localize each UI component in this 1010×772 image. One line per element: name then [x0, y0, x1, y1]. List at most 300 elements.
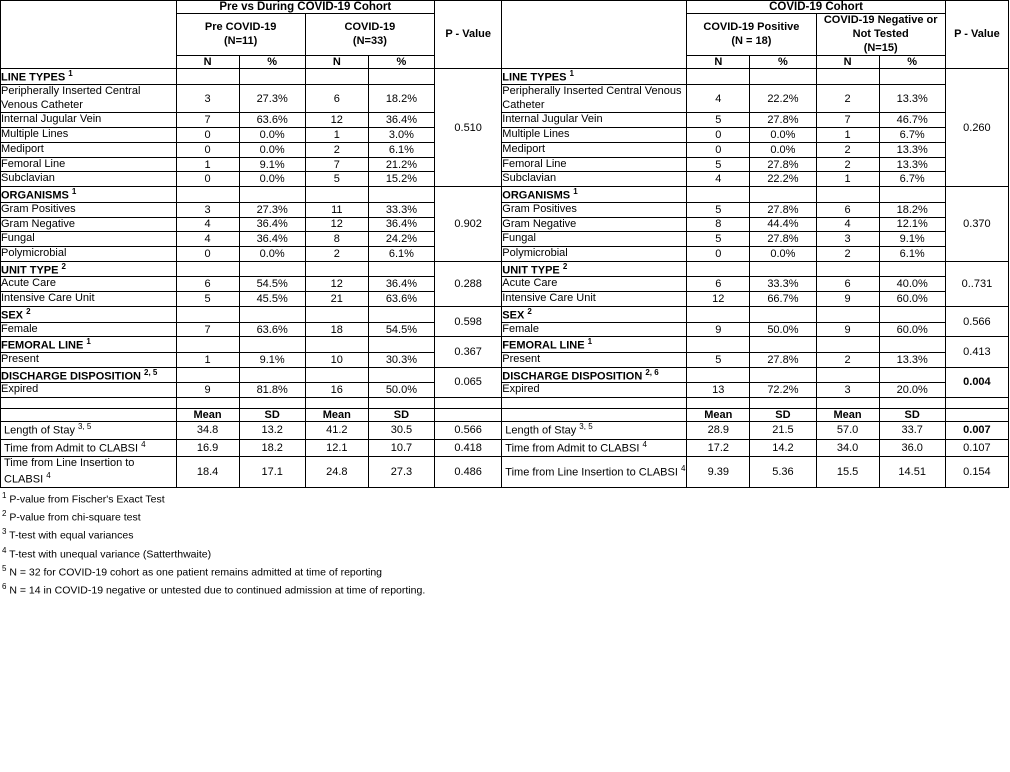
cell-covid-pct: 33.3% [368, 202, 434, 217]
section-title-spacer [687, 69, 750, 85]
cell-pre-n: 1 [176, 157, 239, 172]
pvalue-left-cell: 0.065 [435, 367, 502, 397]
row-label-left: Gram Negative [1, 217, 177, 232]
spacer-cell [502, 398, 687, 409]
col-header-mean-neg: Mean [816, 409, 879, 422]
continuous-header-blank-left [1, 409, 177, 422]
cell-neg-mean: 57.0 [816, 422, 879, 439]
cell-neg-n: 6 [816, 202, 879, 217]
cell-covid-sd: 10.7 [368, 439, 434, 456]
section-title-right: FEMORAL LINE $^1$ [502, 337, 687, 353]
section-title-spacer [176, 69, 239, 85]
row-label-left: Female [1, 322, 177, 337]
row-label-left: Acute Care [1, 277, 177, 292]
cell-pre-n: 3 [176, 202, 239, 217]
section-title-spacer [879, 187, 945, 203]
row-label-right: Intensive Care Unit [502, 292, 687, 307]
footnote: $^3$ T-test with equal variances [2, 527, 134, 542]
header-covid-negative [816, 14, 945, 56]
cell-neg-n: 2 [816, 142, 879, 157]
section-title-spacer [368, 306, 434, 322]
section-title-row [1, 261, 1009, 277]
cell-neg-n: 2 [816, 247, 879, 262]
cell-pre-mean: 34.8 [176, 422, 239, 439]
pvalue-right-cell: 0.370 [945, 187, 1008, 262]
table-row [1, 84, 1009, 113]
cell-covid-pct: 6.1% [368, 142, 434, 157]
header-covid-positive-line1: COVID-19 Positive [703, 20, 800, 33]
cell-pos-n: 0 [687, 128, 750, 143]
row-label-left: Gram Positives [1, 202, 177, 217]
cell-pre-pct: 63.6% [239, 113, 305, 128]
cell-neg-pct: 6.7% [879, 128, 945, 143]
header-group-left: Pre vs During COVID-19 Cohort [176, 1, 435, 14]
spacer-cell [687, 398, 750, 409]
cell-neg-pct: 40.0% [879, 277, 945, 292]
section-title-spacer [816, 337, 879, 353]
section-title-spacer [176, 187, 239, 203]
col-header-pct-pre: % [239, 56, 305, 69]
table-row [1, 247, 1009, 262]
cell-pre-pct: 36.4% [239, 217, 305, 232]
table-row [1, 157, 1009, 172]
cell-neg-pct: 12.1% [879, 217, 945, 232]
col-header-n-pos: N [687, 56, 750, 69]
cell-pos-pct: 0.0% [750, 247, 816, 262]
footnotes [0, 490, 1009, 599]
table-row [1, 277, 1009, 292]
cell-pre-n: 9 [176, 383, 239, 398]
cell-pre-n: 3 [176, 84, 239, 113]
cell-neg-n: 1 [816, 128, 879, 143]
section-title-spacer [239, 261, 305, 277]
cell-pre-pct: 54.5% [239, 277, 305, 292]
cell-pre-mean: 18.4 [176, 457, 239, 488]
table-row [1, 172, 1009, 187]
cell-neg-n: 4 [816, 217, 879, 232]
col-header-mean-pre: Mean [176, 409, 239, 422]
row-label-left: Mediport [1, 142, 177, 157]
header-covid [305, 14, 434, 56]
header-covid-negative-line3: (N=15) [863, 41, 898, 54]
cell-pre-pct: 36.4% [239, 232, 305, 247]
cell-pre-pct: 0.0% [239, 247, 305, 262]
section-title-spacer [816, 69, 879, 85]
section-title-spacer [816, 306, 879, 322]
row-label-left: Length of Stay $^{3, 5}$ [1, 422, 177, 439]
cell-neg-n: 2 [816, 157, 879, 172]
header-covid-line2: (N=33) [352, 34, 387, 47]
section-title-left: ORGANISMS $^1$ [1, 187, 177, 203]
col-header-mean-covid: Mean [305, 409, 368, 422]
section-title-spacer [305, 187, 368, 203]
section-title-row [1, 306, 1009, 322]
footnote: $^6$ N = 14 in COVID-19 negative or untested due to continued admission at time of reporting. [2, 581, 426, 597]
cell-pos-sd: 14.2 [750, 439, 816, 456]
cell-pre-pct: 0.0% [239, 142, 305, 157]
spacer-row [1, 398, 1009, 409]
section-title-spacer [176, 261, 239, 277]
header-pre-covid [176, 14, 305, 56]
cell-pre-n: 1 [176, 353, 239, 368]
table-body [1, 69, 1009, 398]
pvalue-left-cell: 0.367 [435, 337, 502, 367]
section-title-row [1, 187, 1009, 203]
section-title-spacer [239, 306, 305, 322]
continuous-header-pvalue-left-blank [435, 409, 502, 422]
cell-neg-n: 2 [816, 353, 879, 368]
cell-pre-pct: 9.1% [239, 353, 305, 368]
cell-pvalue-right: 0.007 [945, 422, 1008, 439]
cell-pre-pct: 27.3% [239, 202, 305, 217]
header-covid-positive [687, 14, 816, 56]
section-title-spacer [750, 69, 816, 85]
spacer-cell [945, 398, 1008, 409]
row-label-right: Acute Care [502, 277, 687, 292]
cell-covid-n: 1 [305, 128, 368, 143]
row-label-right: Time from Admit to CLABSI $^4$ [502, 439, 687, 456]
cell-neg-pct: 13.3% [879, 84, 945, 113]
section-title-spacer [687, 306, 750, 322]
row-label-right: Time from Line Insertion to CLABSI $^4$ [502, 457, 687, 488]
section-title-spacer [368, 337, 434, 353]
spacer-cell [368, 398, 434, 409]
cell-neg-n: 3 [816, 232, 879, 247]
section-title-left: DISCHARGE DISPOSITION $^{2, 5}$ [1, 367, 177, 383]
header-covid-negative-line1: COVID-19 Negative or [823, 14, 938, 26]
section-title-spacer [879, 306, 945, 322]
spacer-cell [750, 398, 816, 409]
cell-pos-n: 0 [687, 142, 750, 157]
cell-pos-n: 5 [687, 157, 750, 172]
section-title-row [1, 337, 1009, 353]
section-title-spacer [368, 367, 434, 383]
pvalue-left-cell: 0.902 [435, 187, 502, 262]
cell-covid-n: 16 [305, 383, 368, 398]
header-empty-corner [1, 1, 177, 69]
header-covid-negative-line2: Not Tested [852, 27, 909, 40]
cell-pvalue-right: 0.154 [945, 457, 1008, 488]
cell-pos-pct: 50.0% [750, 322, 816, 337]
cell-pre-n: 5 [176, 292, 239, 307]
cell-covid-n: 12 [305, 277, 368, 292]
cell-pos-n: 5 [687, 232, 750, 247]
section-title-spacer [368, 261, 434, 277]
col-header-sd-covid: SD [368, 409, 434, 422]
cell-neg-pct: 13.3% [879, 142, 945, 157]
section-title-spacer [305, 337, 368, 353]
cell-covid-mean: 12.1 [305, 439, 368, 456]
row-label-left: Expired [1, 383, 177, 398]
table-header [1, 1, 1009, 69]
col-header-n-covid: N [305, 56, 368, 69]
cell-covid-n: 12 [305, 217, 368, 232]
cell-pos-pct: 33.3% [750, 277, 816, 292]
cell-covid-pct: 36.4% [368, 277, 434, 292]
row-label-right: Fungal [502, 232, 687, 247]
cell-neg-sd: 14.51 [879, 457, 945, 488]
section-title-spacer [750, 367, 816, 383]
row-label-right: Mediport [502, 142, 687, 157]
section-title-right: LINE TYPES $^1$ [502, 69, 687, 85]
section-title-spacer [687, 337, 750, 353]
pvalue-right-cell: 0.566 [945, 306, 1008, 336]
header-group-row [1, 1, 1009, 14]
table-row [1, 322, 1009, 337]
cell-pre-pct: 63.6% [239, 322, 305, 337]
section-title-left: LINE TYPES $^1$ [1, 69, 177, 85]
cell-pos-n: 8 [687, 217, 750, 232]
cell-pos-pct: 0.0% [750, 128, 816, 143]
spacer-cell [305, 398, 368, 409]
section-title-right: DISCHARGE DISPOSITION $^{2, 6}$ [502, 367, 687, 383]
cell-pos-n: 4 [687, 84, 750, 113]
row-label-right: Female [502, 322, 687, 337]
section-title-spacer [368, 69, 434, 85]
cell-covid-n: 21 [305, 292, 368, 307]
cell-covid-pct: 36.4% [368, 217, 434, 232]
table-row-continuous [1, 439, 1009, 456]
pvalue-right-cell: 0.260 [945, 69, 1008, 187]
cell-covid-n: 5 [305, 172, 368, 187]
row-label-right: Peripherally Inserted Central Venous Catheter [502, 84, 687, 113]
table-row-continuous [1, 422, 1009, 439]
cell-pos-n: 4 [687, 172, 750, 187]
cell-pos-n: 5 [687, 202, 750, 217]
cell-pvalue-left: 0.566 [435, 422, 502, 439]
section-title-spacer [687, 187, 750, 203]
cell-neg-pct: 60.0% [879, 322, 945, 337]
cell-covid-n: 7 [305, 157, 368, 172]
row-label-right: Gram Positives [502, 202, 687, 217]
section-title-spacer [305, 69, 368, 85]
section-title-spacer [305, 306, 368, 322]
header-empty-corner-right [502, 1, 687, 69]
pvalue-left-cell: 0.510 [435, 69, 502, 187]
cell-covid-pct: 54.5% [368, 322, 434, 337]
section-title-spacer [305, 367, 368, 383]
cell-covid-mean: 41.2 [305, 422, 368, 439]
section-title-spacer [879, 367, 945, 383]
cell-covid-pct: 50.0% [368, 383, 434, 398]
header-covid-positive-line2: (N = 18) [731, 34, 772, 47]
cell-pvalue-right: 0.107 [945, 439, 1008, 456]
cell-covid-pct: 36.4% [368, 113, 434, 128]
table-row [1, 383, 1009, 398]
spacer-cell [176, 398, 239, 409]
row-label-left: Time from Admit to CLABSI $^4$ [1, 439, 177, 456]
cell-neg-n: 3 [816, 383, 879, 398]
row-label-right: Internal Jugular Vein [502, 113, 687, 128]
cell-pos-pct: 66.7% [750, 292, 816, 307]
cell-pre-sd: 18.2 [239, 439, 305, 456]
cell-pos-sd: 5.36 [750, 457, 816, 488]
section-title-spacer [687, 367, 750, 383]
spacer-cell [435, 398, 502, 409]
cell-covid-n: 2 [305, 247, 368, 262]
cell-pre-sd: 13.2 [239, 422, 305, 439]
cell-pre-n: 7 [176, 113, 239, 128]
cell-pos-pct: 27.8% [750, 232, 816, 247]
cell-pre-n: 7 [176, 322, 239, 337]
cell-neg-mean: 15.5 [816, 457, 879, 488]
cell-neg-pct: 60.0% [879, 292, 945, 307]
cell-pre-n: 4 [176, 217, 239, 232]
section-title-left: FEMORAL LINE $^1$ [1, 337, 177, 353]
section-title-spacer [239, 187, 305, 203]
col-header-n-pre: N [176, 56, 239, 69]
section-title-left: SEX $^2$ [1, 306, 177, 322]
col-header-sd-pos: SD [750, 409, 816, 422]
col-header-pct-neg: % [879, 56, 945, 69]
footnote: $^5$ N = 32 for COVID-19 cohort as one patient remains admitted at time of reporting [2, 563, 383, 579]
cell-covid-n: 10 [305, 353, 368, 368]
cell-covid-n: 18 [305, 322, 368, 337]
section-title-spacer [687, 261, 750, 277]
section-title-row [1, 367, 1009, 383]
cell-pre-n: 0 [176, 247, 239, 262]
cell-pos-n: 6 [687, 277, 750, 292]
footnote: $^1$ P-value from Fischer's Exact Test [2, 491, 165, 506]
cell-neg-pct: 46.7% [879, 113, 945, 128]
row-label-left: Multiple Lines [1, 128, 177, 143]
cell-pos-pct: 22.2% [750, 172, 816, 187]
cell-covid-pct: 24.2% [368, 232, 434, 247]
row-label-left: Time from Line Insertion to CLABSI $^4$ [1, 457, 177, 488]
cell-covid-n: 12 [305, 113, 368, 128]
section-title-spacer [239, 367, 305, 383]
cell-neg-n: 9 [816, 322, 879, 337]
cell-pos-mean: 9.39 [687, 457, 750, 488]
cell-pos-pct: 44.4% [750, 217, 816, 232]
cell-covid-n: 8 [305, 232, 368, 247]
row-label-right: Femoral Line [502, 157, 687, 172]
cell-pre-pct: 27.3% [239, 84, 305, 113]
section-title-left: UNIT TYPE $^2$ [1, 261, 177, 277]
cell-covid-pct: 18.2% [368, 84, 434, 113]
cell-neg-sd: 33.7 [879, 422, 945, 439]
cell-covid-pct: 3.0% [368, 128, 434, 143]
row-label-right: Gram Negative [502, 217, 687, 232]
col-header-sd-pre: SD [239, 409, 305, 422]
cell-pos-pct: 72.2% [750, 383, 816, 398]
section-title-spacer [816, 367, 879, 383]
cell-neg-mean: 34.0 [816, 439, 879, 456]
section-title-spacer [239, 69, 305, 85]
spacer-cell [1, 398, 177, 409]
section-title-spacer [816, 187, 879, 203]
cell-covid-pct: 21.2% [368, 157, 434, 172]
section-title-spacer [176, 337, 239, 353]
section-title-right: SEX $^2$ [502, 306, 687, 322]
row-label-left: Internal Jugular Vein [1, 113, 177, 128]
continuous-header-row [1, 409, 1009, 422]
cell-covid-n: 11 [305, 202, 368, 217]
header-pre-covid-line1: Pre COVID-19 [204, 20, 277, 33]
section-title-spacer [879, 337, 945, 353]
cell-neg-n: 7 [816, 113, 879, 128]
section-title-spacer [879, 261, 945, 277]
row-label-left: Present [1, 353, 177, 368]
cell-neg-n: 2 [816, 84, 879, 113]
section-title-right: UNIT TYPE $^2$ [502, 261, 687, 277]
table-row [1, 232, 1009, 247]
pvalue-left-cell: 0.288 [435, 261, 502, 306]
section-title-spacer [750, 261, 816, 277]
col-header-pct-covid: % [368, 56, 434, 69]
row-label-left: Intensive Care Unit [1, 292, 177, 307]
pvalue-right-cell: 0.413 [945, 337, 1008, 367]
col-header-sd-neg: SD [879, 409, 945, 422]
section-title-row [1, 69, 1009, 85]
cell-neg-n: 1 [816, 172, 879, 187]
cell-pos-n: 5 [687, 113, 750, 128]
cell-neg-pct: 18.2% [879, 202, 945, 217]
footnote: $^2$ P-value from chi-square test [2, 509, 141, 524]
cell-neg-pct: 13.3% [879, 353, 945, 368]
section-title-right: ORGANISMS $^1$ [502, 187, 687, 203]
cell-pos-pct: 27.8% [750, 157, 816, 172]
row-label-right: Present [502, 353, 687, 368]
cell-covid-pct: 6.1% [368, 247, 434, 262]
col-header-n-neg: N [816, 56, 879, 69]
cell-pre-sd: 17.1 [239, 457, 305, 488]
pvalue-right-cell: 0.004 [945, 367, 1008, 397]
cell-pos-n: 0 [687, 247, 750, 262]
header-covid-line1: COVID-19 [344, 20, 396, 33]
section-title-spacer [176, 306, 239, 322]
row-label-left: Polymicrobial [1, 247, 177, 262]
cell-pre-n: 0 [176, 128, 239, 143]
table-row [1, 142, 1009, 157]
cell-covid-mean: 24.8 [305, 457, 368, 488]
table-row-continuous [1, 457, 1009, 488]
row-label-right: Polymicrobial [502, 247, 687, 262]
header-group-right: COVID-19 Cohort [687, 1, 946, 14]
cell-pre-mean: 16.9 [176, 439, 239, 456]
table-row [1, 113, 1009, 128]
col-header-pct-pos: % [750, 56, 816, 69]
row-label-left: Fungal [1, 232, 177, 247]
section-title-spacer [816, 261, 879, 277]
cell-pos-pct: 0.0% [750, 142, 816, 157]
row-label-right: Expired [502, 383, 687, 398]
header-pvalue-left: P - Value [435, 1, 502, 69]
cell-pos-pct: 27.8% [750, 353, 816, 368]
spacer-cell [239, 398, 305, 409]
cell-neg-pct: 6.1% [879, 247, 945, 262]
cell-neg-pct: 20.0% [879, 383, 945, 398]
cell-covid-n: 2 [305, 142, 368, 157]
row-label-right: Subclavian [502, 172, 687, 187]
section-title-spacer [750, 187, 816, 203]
row-label-left: Subclavian [1, 172, 177, 187]
cell-pvalue-left: 0.418 [435, 439, 502, 456]
section-title-spacer [368, 187, 434, 203]
section-title-spacer [750, 337, 816, 353]
cell-neg-pct: 9.1% [879, 232, 945, 247]
spacer-cell [879, 398, 945, 409]
cell-pre-pct: 9.1% [239, 157, 305, 172]
section-title-spacer [305, 261, 368, 277]
cell-neg-n: 6 [816, 277, 879, 292]
continuous-header-blank-right [502, 409, 687, 422]
cell-pos-pct: 27.8% [750, 202, 816, 217]
cell-pos-n: 12 [687, 292, 750, 307]
cell-pvalue-left: 0.486 [435, 457, 502, 488]
table-row [1, 217, 1009, 232]
footnote: $^4$ T-test with unequal variance (Satterthwaite) [2, 545, 212, 561]
